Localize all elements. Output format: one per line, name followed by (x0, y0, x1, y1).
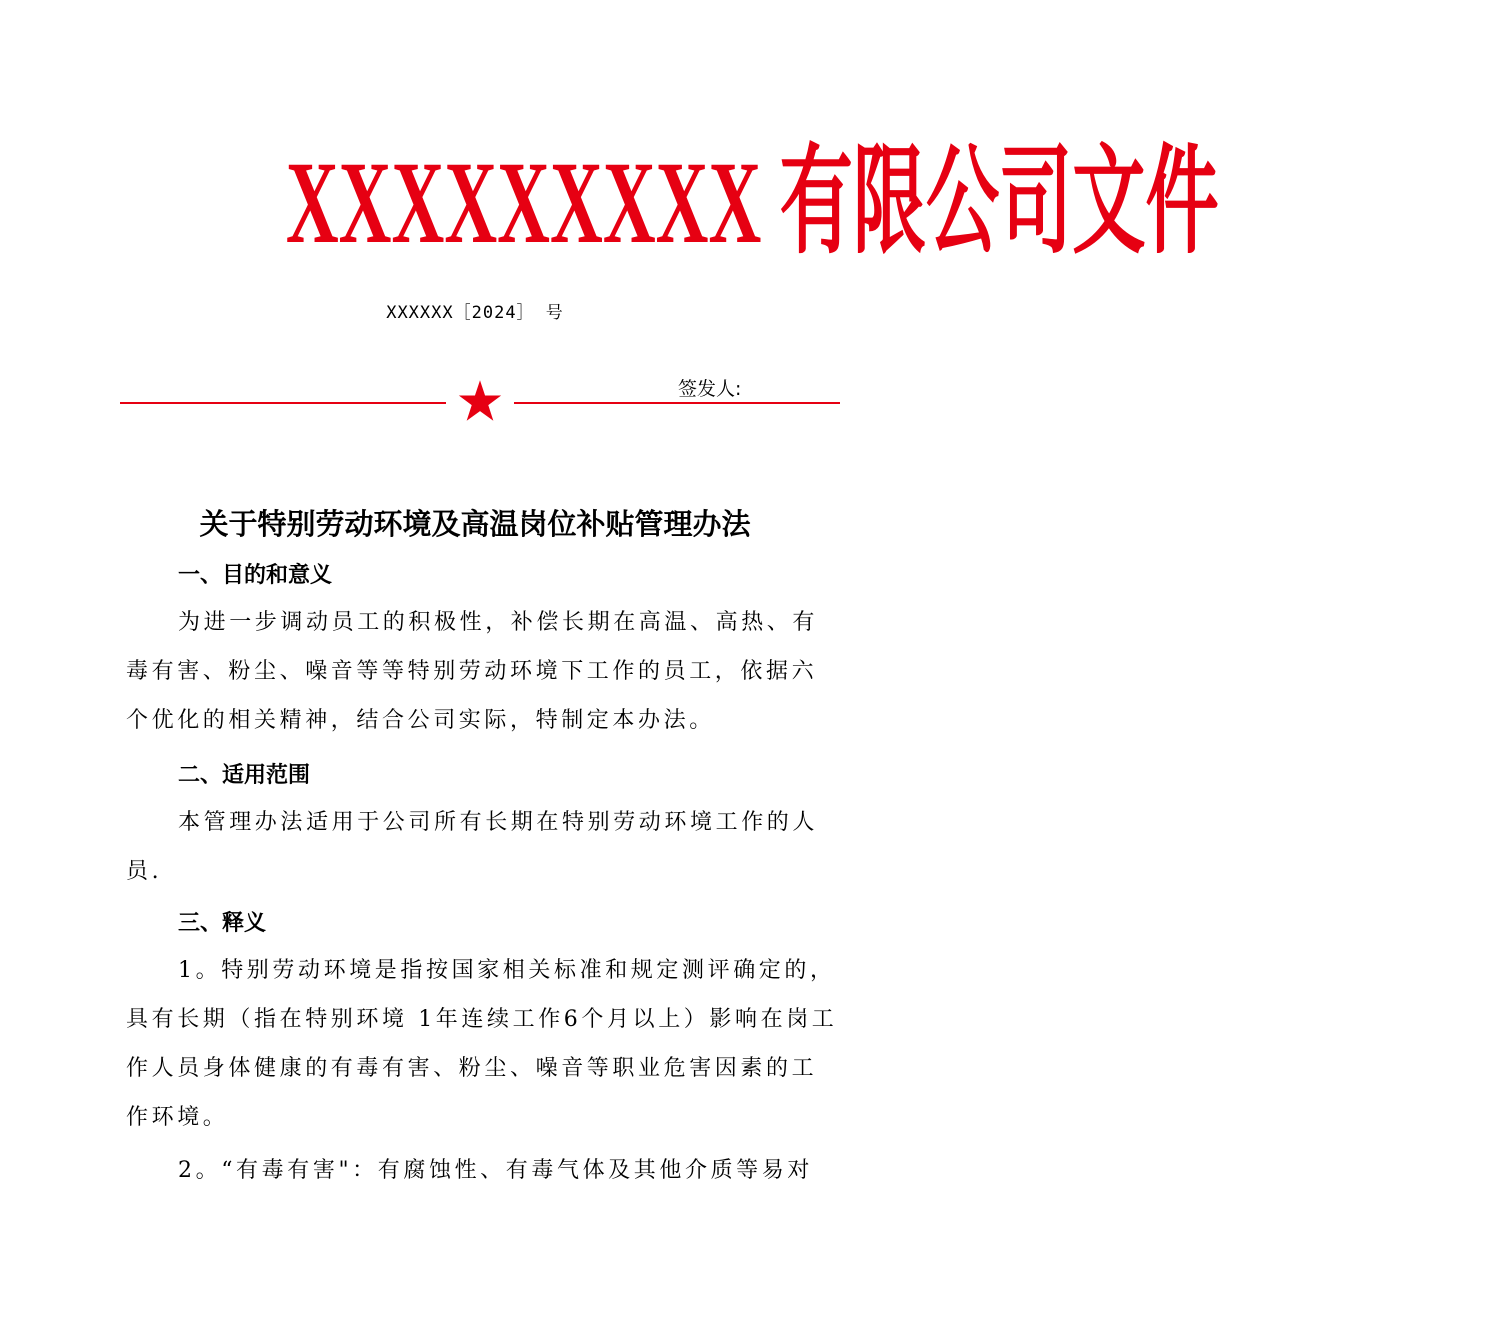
red-divider-left (120, 402, 446, 404)
definition-item-2: 2。“有毒有害"：有腐蚀性、有毒气体及其他介质等易对 (178, 1158, 813, 1183)
section-body-purpose: 为进一步调动员工的积极性，补偿长期在高温、高热、有毒有害、粉尘、噪音等等特别劳动环境下工作的员工，依据六个优化的相关精神，结合公司实际，特制定本办法。 (126, 610, 819, 733)
section-heading-scope: 二、适用范围 (178, 763, 311, 788)
org-title: XXXXXXXXX 有限公司文件 (285, 137, 1219, 268)
star-icon (457, 378, 503, 424)
document-number: XXXXXX［2024］ 号 (386, 303, 564, 323)
section-heading-definitions: 三、释义 (178, 911, 267, 936)
org-red-header (0, 128, 1219, 278)
definition-item-1: 1。特别劳动环境是指按国家相关标准和规定测评确定的，具有长期（指在特别环境 1年连续工作6个月以上）影响在岗工作人员身体健康的有毒有害、粉尘、噪音等职业危害因素的工作环境。 (126, 958, 838, 1130)
red-divider-right (514, 402, 840, 404)
issuer-label: 签发人: (678, 378, 742, 400)
section-body-scope: 本管理办法适用于公司所有长期在特别劳动环境工作的人员. (126, 810, 819, 884)
section-heading-purpose: 一、目的和意义 (178, 563, 333, 588)
document-title: 关于特别劳动环境及高温岗位补贴管理办法 (199, 507, 751, 541)
